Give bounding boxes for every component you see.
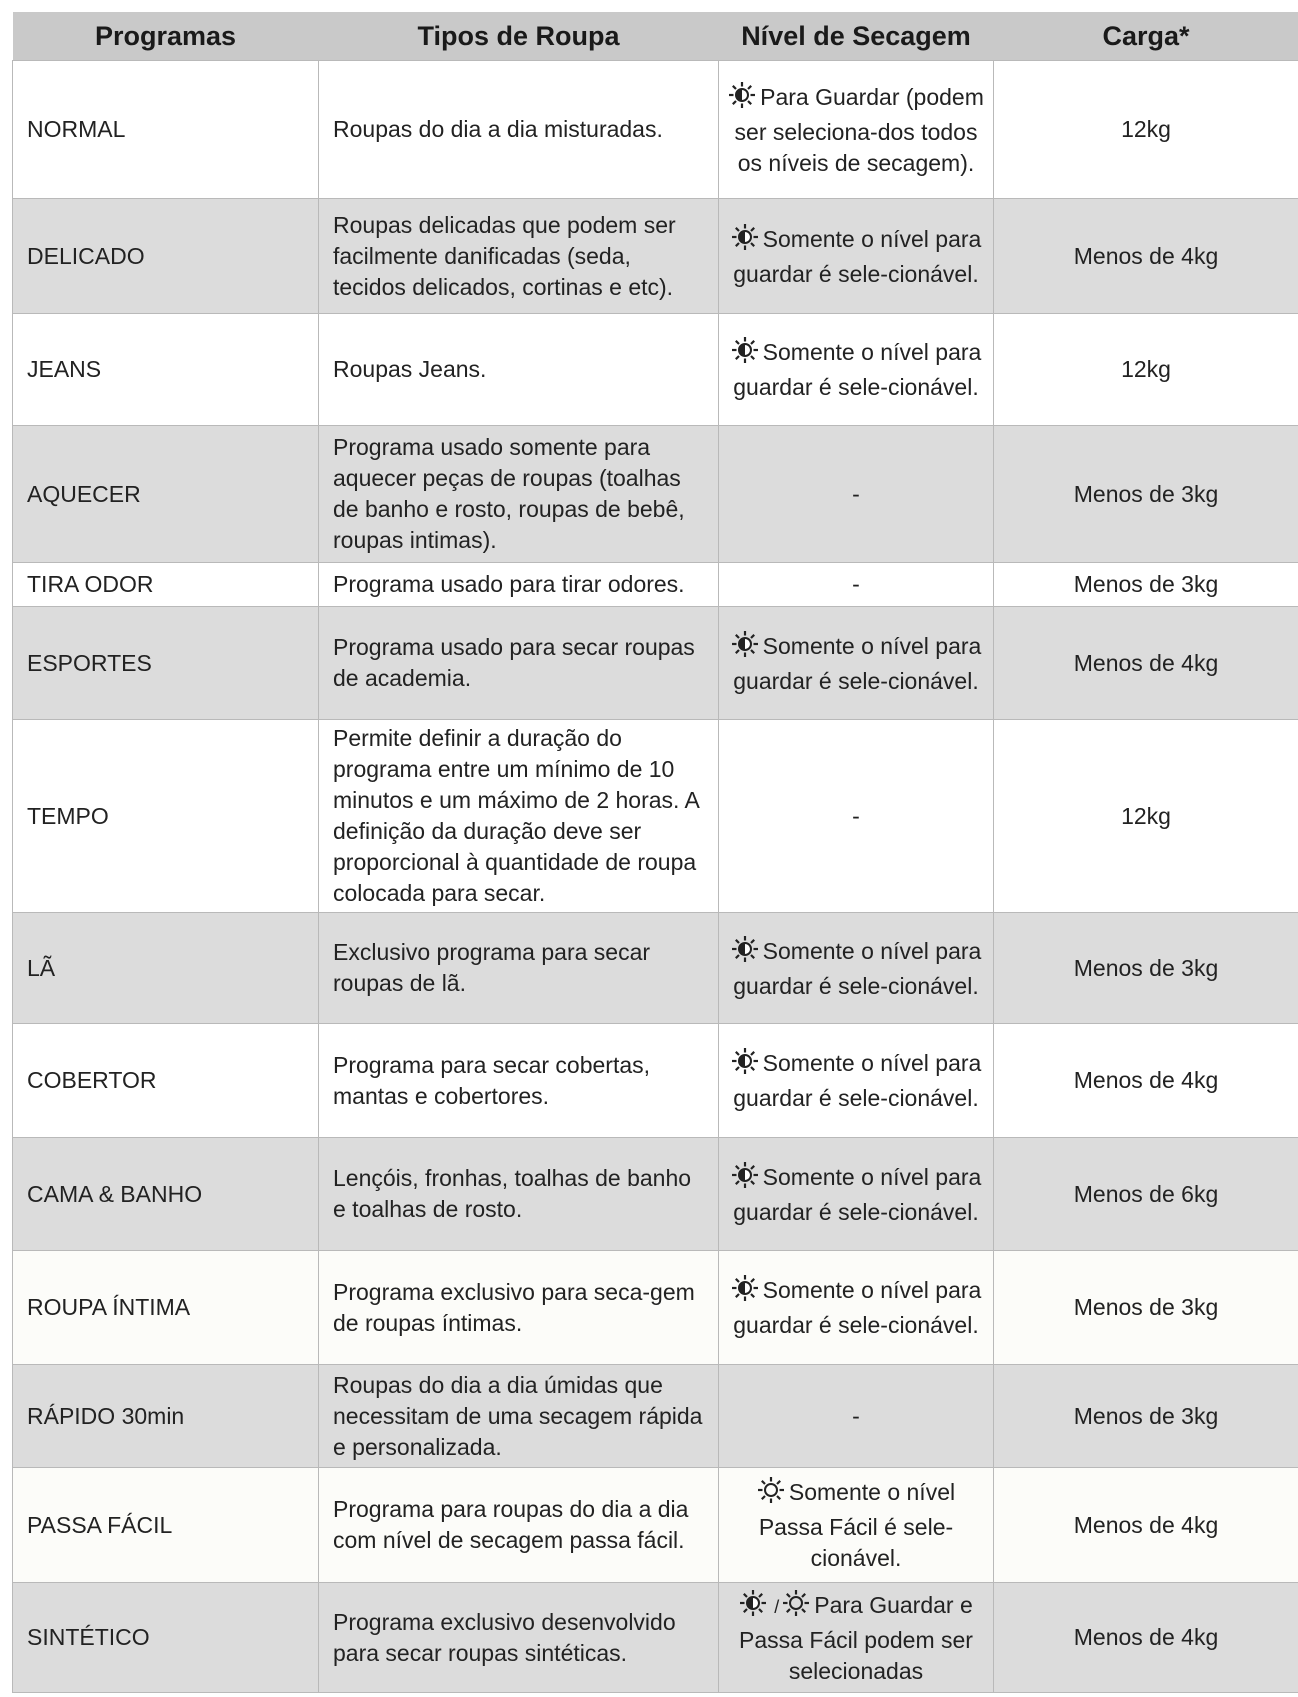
dry-icon [731,935,759,971]
program-name: COBERTOR [13,1024,319,1138]
table-row [13,1365,1298,1468]
load-capacity: Menos de 4kg [994,1583,1298,1693]
header-tipos-de-roupa: Tipos de Roupa [319,12,719,61]
header-row [13,12,1298,61]
table-row [13,563,1298,607]
dry-icon [731,1161,759,1197]
dry-icon [728,81,756,117]
clothing-types: Permite definir a duração do programa entre um mínimo de 10 minutos e um máximo de 2 horas. A definição da duração deve ser proporcional à quantidade de roupa colocada para secar. [319,720,719,913]
drying-level-text: Para Guardar e Passa Fácil podem ser selecionadas [739,1591,973,1684]
dry-icon [731,1274,759,1310]
drying-level [719,1583,994,1693]
drying-level-text: Somente o nível para guardar é sele-cionável. [733,1277,982,1338]
clothing-types: Roupas do dia a dia úmidas que necessitam de uma secagem rápida e personalizada. [319,1365,719,1468]
drying-level-text: Somente o nível Passa Fácil é sele-cionável. [758,1479,956,1571]
program-name: CAMA & BANHO [13,1138,319,1251]
load-capacity: Menos de 4kg [994,199,1298,314]
drying-level [719,426,994,563]
program-name: ESPORTES [13,607,319,720]
table-row [13,1583,1298,1693]
load-capacity: Menos de 3kg [994,913,1298,1024]
drying-level [719,913,994,1024]
clothing-types: Roupas Jeans. [319,314,719,426]
load-capacity: Menos de 4kg [994,1024,1298,1138]
clothing-types: Programa usado para secar roupas de academia. [319,607,719,720]
iron-dry-icon [757,1476,785,1512]
header-programas: Programas [13,12,319,61]
dry-icon [731,1047,759,1083]
load-capacity: Menos de 4kg [994,607,1298,720]
drying-level-text: Somente o nível para guardar é sele-cionável. [733,339,982,400]
program-name: LÃ [13,913,319,1024]
drying-level [719,1138,994,1251]
program-name: NORMAL [13,61,319,199]
table-row [13,720,1298,913]
drying-level [719,61,994,199]
table-row [13,199,1298,314]
drying-level-text: Somente o nível para guardar é sele-cionável. [733,1050,982,1111]
drying-level [719,1251,994,1365]
drying-level-text: Somente o nível para guardar é sele-cionável. [733,632,982,694]
icon-separator: / [774,1596,780,1617]
program-name: JEANS [13,314,319,426]
load-capacity: Menos de 3kg [994,1251,1298,1365]
table-body [13,61,1298,1693]
clothing-types: Programa exclusivo desenvolvido para secar roupas sintéticas. [319,1583,719,1693]
table-row [13,61,1298,199]
load-capacity: Menos de 3kg [994,426,1298,563]
program-name: SINTÉTICO [13,1583,319,1693]
clothing-types: Programa usado somente para aquecer peças de roupas (toalhas de banho e rosto, roupas de bebê, roupas intimas). [319,426,719,563]
drying-level-text: Somente o nível para guardar é sele-cionável. [733,937,982,999]
clothing-types: Roupas delicadas que podem ser facilmente danificadas (seda, tecidos delicados, cortinas e etc). [319,199,719,314]
dry-icon [731,223,759,259]
table-row [13,1251,1298,1365]
program-name: PASSA FÁCIL [13,1468,319,1583]
drying-level-text: - [852,802,860,829]
program-name: DELICADO [13,199,319,314]
drying-level [719,1365,994,1468]
load-capacity: 12kg [994,720,1298,913]
table-row [13,1138,1298,1251]
load-capacity: Menos de 6kg [994,1138,1298,1251]
drying-level-text: Para Guardar (podem ser seleciona-dos todos os níveis de secagem). [734,83,984,176]
drying-level-text: - [852,480,860,507]
header-nivel-de-secagem: Nível de Secagem [719,12,994,61]
drying-level [719,314,994,426]
load-capacity: 12kg [994,314,1298,426]
drying-level [719,720,994,913]
program-name: TEMPO [13,720,319,913]
drying-level-text: Somente o nível para guardar é sele-cionável. [733,225,982,287]
clothing-types: Lençóis, fronhas, toalhas de banho e toalhas de rosto. [319,1138,719,1251]
clothing-types: Exclusivo programa para secar roupas de lã. [319,913,719,1024]
load-capacity: Menos de 3kg [994,1365,1298,1468]
program-name: ROUPA ÍNTIMA [13,1251,319,1365]
drying-level [719,1468,994,1583]
drying-level [719,607,994,720]
table-row [13,607,1298,720]
program-name: TIRA ODOR [13,563,319,607]
drying-level [719,199,994,314]
clothing-types: Programa para secar cobertas, mantas e cobertores. [319,1024,719,1138]
clothing-types: Programa para roupas do dia a dia com nível de secagem passa fácil. [319,1468,719,1583]
drying-level-text: Somente o nível para guardar é sele-cionável. [733,1163,982,1225]
table-row [13,913,1298,1024]
iron-dry-icon [782,1589,810,1625]
load-capacity: Menos de 3kg [994,563,1298,607]
drying-programs-table [12,12,1298,1693]
load-capacity: 12kg [994,61,1298,199]
dry-icon [731,630,759,666]
program-name: AQUECER [13,426,319,563]
clothing-types: Roupas do dia a dia misturadas. [319,61,719,199]
clothing-types: Programa usado para tirar odores. [319,563,719,607]
load-capacity: Menos de 4kg [994,1468,1298,1583]
drying-level-text: - [852,1402,860,1429]
dry-icon [731,336,759,372]
drying-level [719,563,994,607]
table-row [13,1024,1298,1138]
table-row [13,426,1298,563]
header-carga: Carga* [994,12,1298,61]
drying-level [719,1024,994,1138]
table-row [13,314,1298,426]
dry-icon [739,1589,767,1625]
table-row [13,1468,1298,1583]
clothing-types: Programa exclusivo para seca-gem de roupas íntimas. [319,1251,719,1365]
program-name: RÁPIDO 30min [13,1365,319,1468]
drying-level-text: - [852,571,860,597]
